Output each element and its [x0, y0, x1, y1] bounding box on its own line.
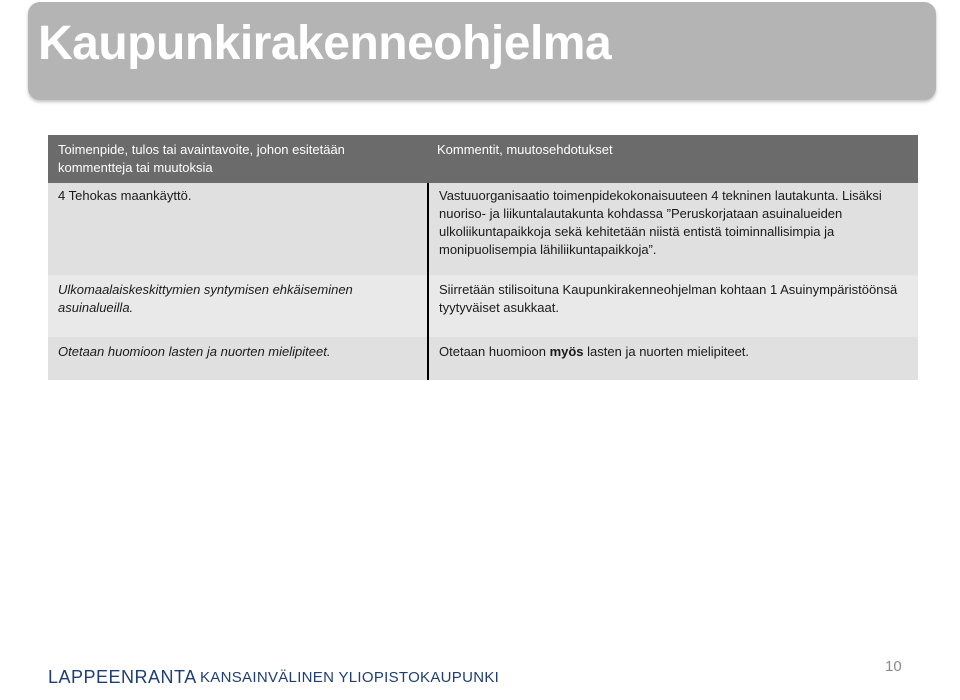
table-header-row	[48, 135, 918, 183]
page-number: 10	[885, 658, 902, 675]
table-cell-comment: Siirretään stilisoituna Kaupunkirakenneohjelman kohtaan 1 Asuinympäristöönsä tyytyväiset asukkaat.	[427, 275, 918, 337]
header-cell-comments: Kommentit, muutosehdotukset	[427, 135, 918, 183]
table-row	[48, 275, 918, 337]
table-row	[48, 337, 918, 380]
table-cell-comment	[427, 337, 918, 380]
header-cell-action: Toimenpide, tulos tai avaintavoite, johon esitetään kommentteja tai muutoksia	[48, 135, 427, 183]
table-cell-action: 4 Tehokas maankäyttö.	[48, 183, 427, 275]
comment-emphasis: myös	[549, 344, 584, 359]
table-cell-comment: Vastuuorganisaatio toimenpidekokonaisuuteen 4 tekninen lautakunta. Lisäksi nuoriso- ja liikuntalautakunta kohdassa ”Peruskorjataan asuinalueiden ulkoliikuntapaikkoja sekä kehitetään niistä entistä toiminnallisimpia ja monipuolisempia lähiliikuntapaikkoja”.	[427, 183, 918, 275]
city-logo: LAPPEENRANTA	[48, 667, 197, 687]
table-cell-action: Otetaan huomioon lasten ja nuorten mielipiteet.	[48, 337, 427, 380]
table-row	[48, 183, 918, 275]
table-cell-action: Ulkomaalaiskeskittymien syntymisen ehkäiseminen asuinalueilla.	[48, 275, 427, 337]
comment-text-end: lasten ja nuorten mielipiteet.	[583, 344, 750, 359]
city-tagline: KANSAINVÄLINEN YLIOPISTOKAUPUNKI	[200, 669, 500, 686]
comments-table	[48, 135, 918, 380]
comment-text-start: Otetaan huomioon	[439, 344, 550, 359]
slide-title: Kaupunkirakenneohjelma	[38, 17, 612, 70]
